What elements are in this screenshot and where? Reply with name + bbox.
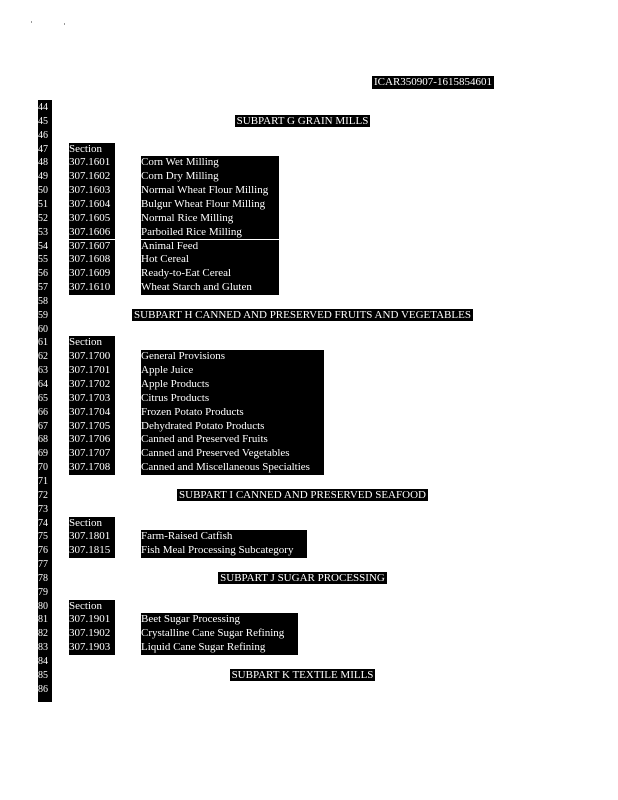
document-line: [0, 323, 618, 337]
document-line: [0, 586, 618, 600]
line-number: 78: [38, 572, 48, 584]
subpart-heading-text: SUBPART I CANNED AND PRESERVED SEAFOOD: [179, 488, 426, 501]
document-line: [0, 558, 618, 572]
section-number: 307.1901: [69, 613, 115, 627]
section-number: 307.1602: [69, 170, 115, 184]
document-line: [0, 503, 618, 517]
line-number: 80: [38, 600, 48, 612]
section-number: 307.1605: [69, 212, 115, 226]
line-number: 79: [38, 586, 48, 598]
document-line: [0, 129, 618, 143]
line-number: 70: [38, 462, 48, 474]
document-line: [0, 156, 618, 170]
document-line: [0, 170, 618, 184]
section-title: Corn Dry Milling: [141, 170, 279, 184]
line-number: 58: [38, 295, 48, 307]
line-number: 77: [38, 559, 48, 571]
line-number: 49: [38, 171, 48, 183]
section-number: 307.1609: [69, 267, 115, 281]
document-line: [0, 641, 618, 655]
document-line: [0, 475, 618, 489]
document-line: [0, 336, 618, 350]
section-title: Apple Products: [141, 378, 324, 392]
line-number: 52: [38, 212, 48, 224]
section-column-label: Section: [69, 600, 115, 614]
section-title: Ready-to-Eat Cereal: [141, 267, 279, 281]
section-number: 307.1703: [69, 392, 115, 406]
line-number: 66: [38, 406, 48, 418]
section-number: 307.1606: [69, 226, 115, 240]
document-line: [0, 420, 618, 434]
section-number: 307.1903: [69, 641, 115, 655]
section-title: Canned and Miscellaneous Specialties: [141, 461, 324, 475]
document-line: [0, 295, 618, 309]
section-title: Hot Cereal: [141, 253, 279, 267]
document-line: [0, 517, 618, 531]
section-number: 307.1601: [69, 156, 115, 170]
line-number: 60: [38, 323, 48, 335]
section-title: Bulgur Wheat Flour Milling: [141, 198, 279, 212]
line-number: 67: [38, 420, 48, 432]
line-number: 83: [38, 642, 48, 654]
document-line: [0, 600, 618, 614]
section-number: 307.1801: [69, 530, 115, 544]
line-number: 45: [38, 115, 48, 127]
section-title: Normal Wheat Flour Milling: [141, 184, 279, 198]
section-number: 307.1701: [69, 364, 115, 378]
section-number: 307.1708: [69, 461, 115, 475]
section-number: 307.1705: [69, 420, 115, 434]
section-number: 307.1704: [69, 406, 115, 420]
line-number: 69: [38, 448, 48, 460]
line-number: 71: [38, 475, 48, 487]
document-line: [0, 489, 618, 503]
section-title: Farm-Raised Catfish: [141, 530, 307, 544]
subpart-heading: [50, 669, 555, 683]
section-title: Citrus Products: [141, 392, 324, 406]
line-number: 62: [38, 351, 48, 363]
scan-speck: [64, 23, 65, 25]
subpart-heading: [50, 489, 555, 503]
document-line: [0, 669, 618, 683]
line-number: 57: [38, 282, 48, 294]
subpart-heading: [50, 115, 555, 129]
document-line: [0, 350, 618, 364]
section-title: Normal Rice Milling: [141, 212, 279, 226]
line-number: 84: [38, 656, 48, 667]
document-line: [0, 101, 618, 115]
subpart-heading-text: SUBPART K TEXTILE MILLS: [231, 668, 374, 681]
section-number: 307.1700: [69, 350, 115, 364]
line-number: 55: [38, 254, 48, 266]
line-number: 81: [38, 614, 48, 626]
document-line: [0, 447, 618, 461]
section-title: Wheat Starch and Gluten: [141, 281, 279, 295]
section-number: 307.1815: [69, 544, 115, 558]
document-line: [0, 143, 618, 157]
document-line: [0, 544, 618, 558]
section-title: Frozen Potato Products: [141, 406, 324, 420]
line-number: 72: [38, 489, 48, 501]
line-number: 82: [38, 628, 48, 640]
line-number: 75: [38, 531, 48, 543]
section-number: 307.1610: [69, 281, 115, 295]
document-line: [0, 226, 618, 240]
line-number: 47: [38, 143, 48, 155]
line-number: 64: [38, 379, 48, 390]
document-line: [0, 198, 618, 212]
section-title: Corn Wet Milling: [141, 156, 279, 170]
section-title: Canned and Preserved Vegetables: [141, 447, 324, 461]
document-line: [0, 627, 618, 641]
line-number: 65: [38, 392, 48, 404]
document-line: [0, 364, 618, 378]
line-number: 74: [38, 517, 48, 529]
document-line: [0, 253, 618, 267]
line-number: 68: [38, 434, 48, 446]
section-number: 307.1604: [69, 198, 115, 212]
line-number: 51: [38, 198, 48, 210]
document-id: ICAR350907-1615854601: [374, 76, 492, 88]
document-line: [0, 267, 618, 281]
section-number: 307.1902: [69, 627, 115, 641]
document-line: [0, 184, 618, 198]
section-title: Canned and Preserved Fruits: [141, 433, 324, 447]
section-number: 307.1707: [69, 447, 115, 461]
document-line: [0, 240, 618, 254]
line-number: 56: [38, 268, 48, 280]
subpart-heading-text: SUBPART G GRAIN MILLS: [236, 114, 369, 127]
section-number: 307.1603: [69, 184, 115, 198]
line-number: 59: [38, 309, 48, 321]
line-number: 50: [38, 185, 48, 197]
section-title: Crystalline Cane Sugar Refining: [141, 627, 298, 641]
section-title: Dehydrated Potato Products: [141, 420, 324, 434]
line-number: 86: [38, 683, 48, 695]
line-number: 76: [38, 545, 48, 557]
subpart-heading-text: SUBPART H CANNED AND PRESERVED FRUITS AND VEGETABLES: [134, 308, 471, 321]
document-line: [0, 281, 618, 295]
subpart-heading: [50, 309, 555, 323]
document-line: [0, 378, 618, 392]
section-column-label: Section: [69, 336, 115, 350]
scan-speck: [31, 21, 32, 23]
section-column-label: Section: [69, 143, 115, 157]
section-title: Parboiled Rice Milling: [141, 226, 279, 240]
line-number: 53: [38, 226, 48, 238]
line-number: 54: [38, 240, 48, 252]
line-number: 46: [38, 129, 48, 141]
document-line: [0, 655, 618, 669]
document-line: [0, 309, 618, 323]
document-line: [0, 530, 618, 544]
document-line: [0, 613, 618, 627]
section-title: Fish Meal Processing Subcategory: [141, 544, 307, 558]
section-number: 307.1702: [69, 378, 115, 392]
section-column-label: Section: [69, 517, 115, 531]
section-number: 307.1706: [69, 433, 115, 447]
section-title: Liquid Cane Sugar Refining: [141, 641, 298, 655]
section-title: General Provisions: [141, 350, 324, 364]
document-line: [0, 212, 618, 226]
line-number: 73: [38, 503, 48, 515]
section-title: Apple Juice: [141, 364, 324, 378]
section-title: Animal Feed: [141, 240, 279, 254]
section-number: 307.1607: [69, 240, 115, 254]
line-number: 48: [38, 157, 48, 169]
subpart-heading: [50, 572, 555, 586]
subpart-heading-text: SUBPART J SUGAR PROCESSING: [220, 571, 385, 584]
section-title: Beet Sugar Processing: [141, 613, 298, 627]
line-number: 63: [38, 365, 48, 377]
document-line: [0, 406, 618, 420]
line-number: 44: [38, 102, 48, 113]
document-line: [0, 461, 618, 475]
section-number: 307.1608: [69, 253, 115, 267]
line-number: 85: [38, 669, 48, 681]
document-line: [0, 683, 618, 697]
document-line: [0, 392, 618, 406]
line-number: 61: [38, 337, 48, 349]
document-line: [0, 115, 618, 129]
document-line: [0, 433, 618, 447]
document-line: [0, 572, 618, 586]
